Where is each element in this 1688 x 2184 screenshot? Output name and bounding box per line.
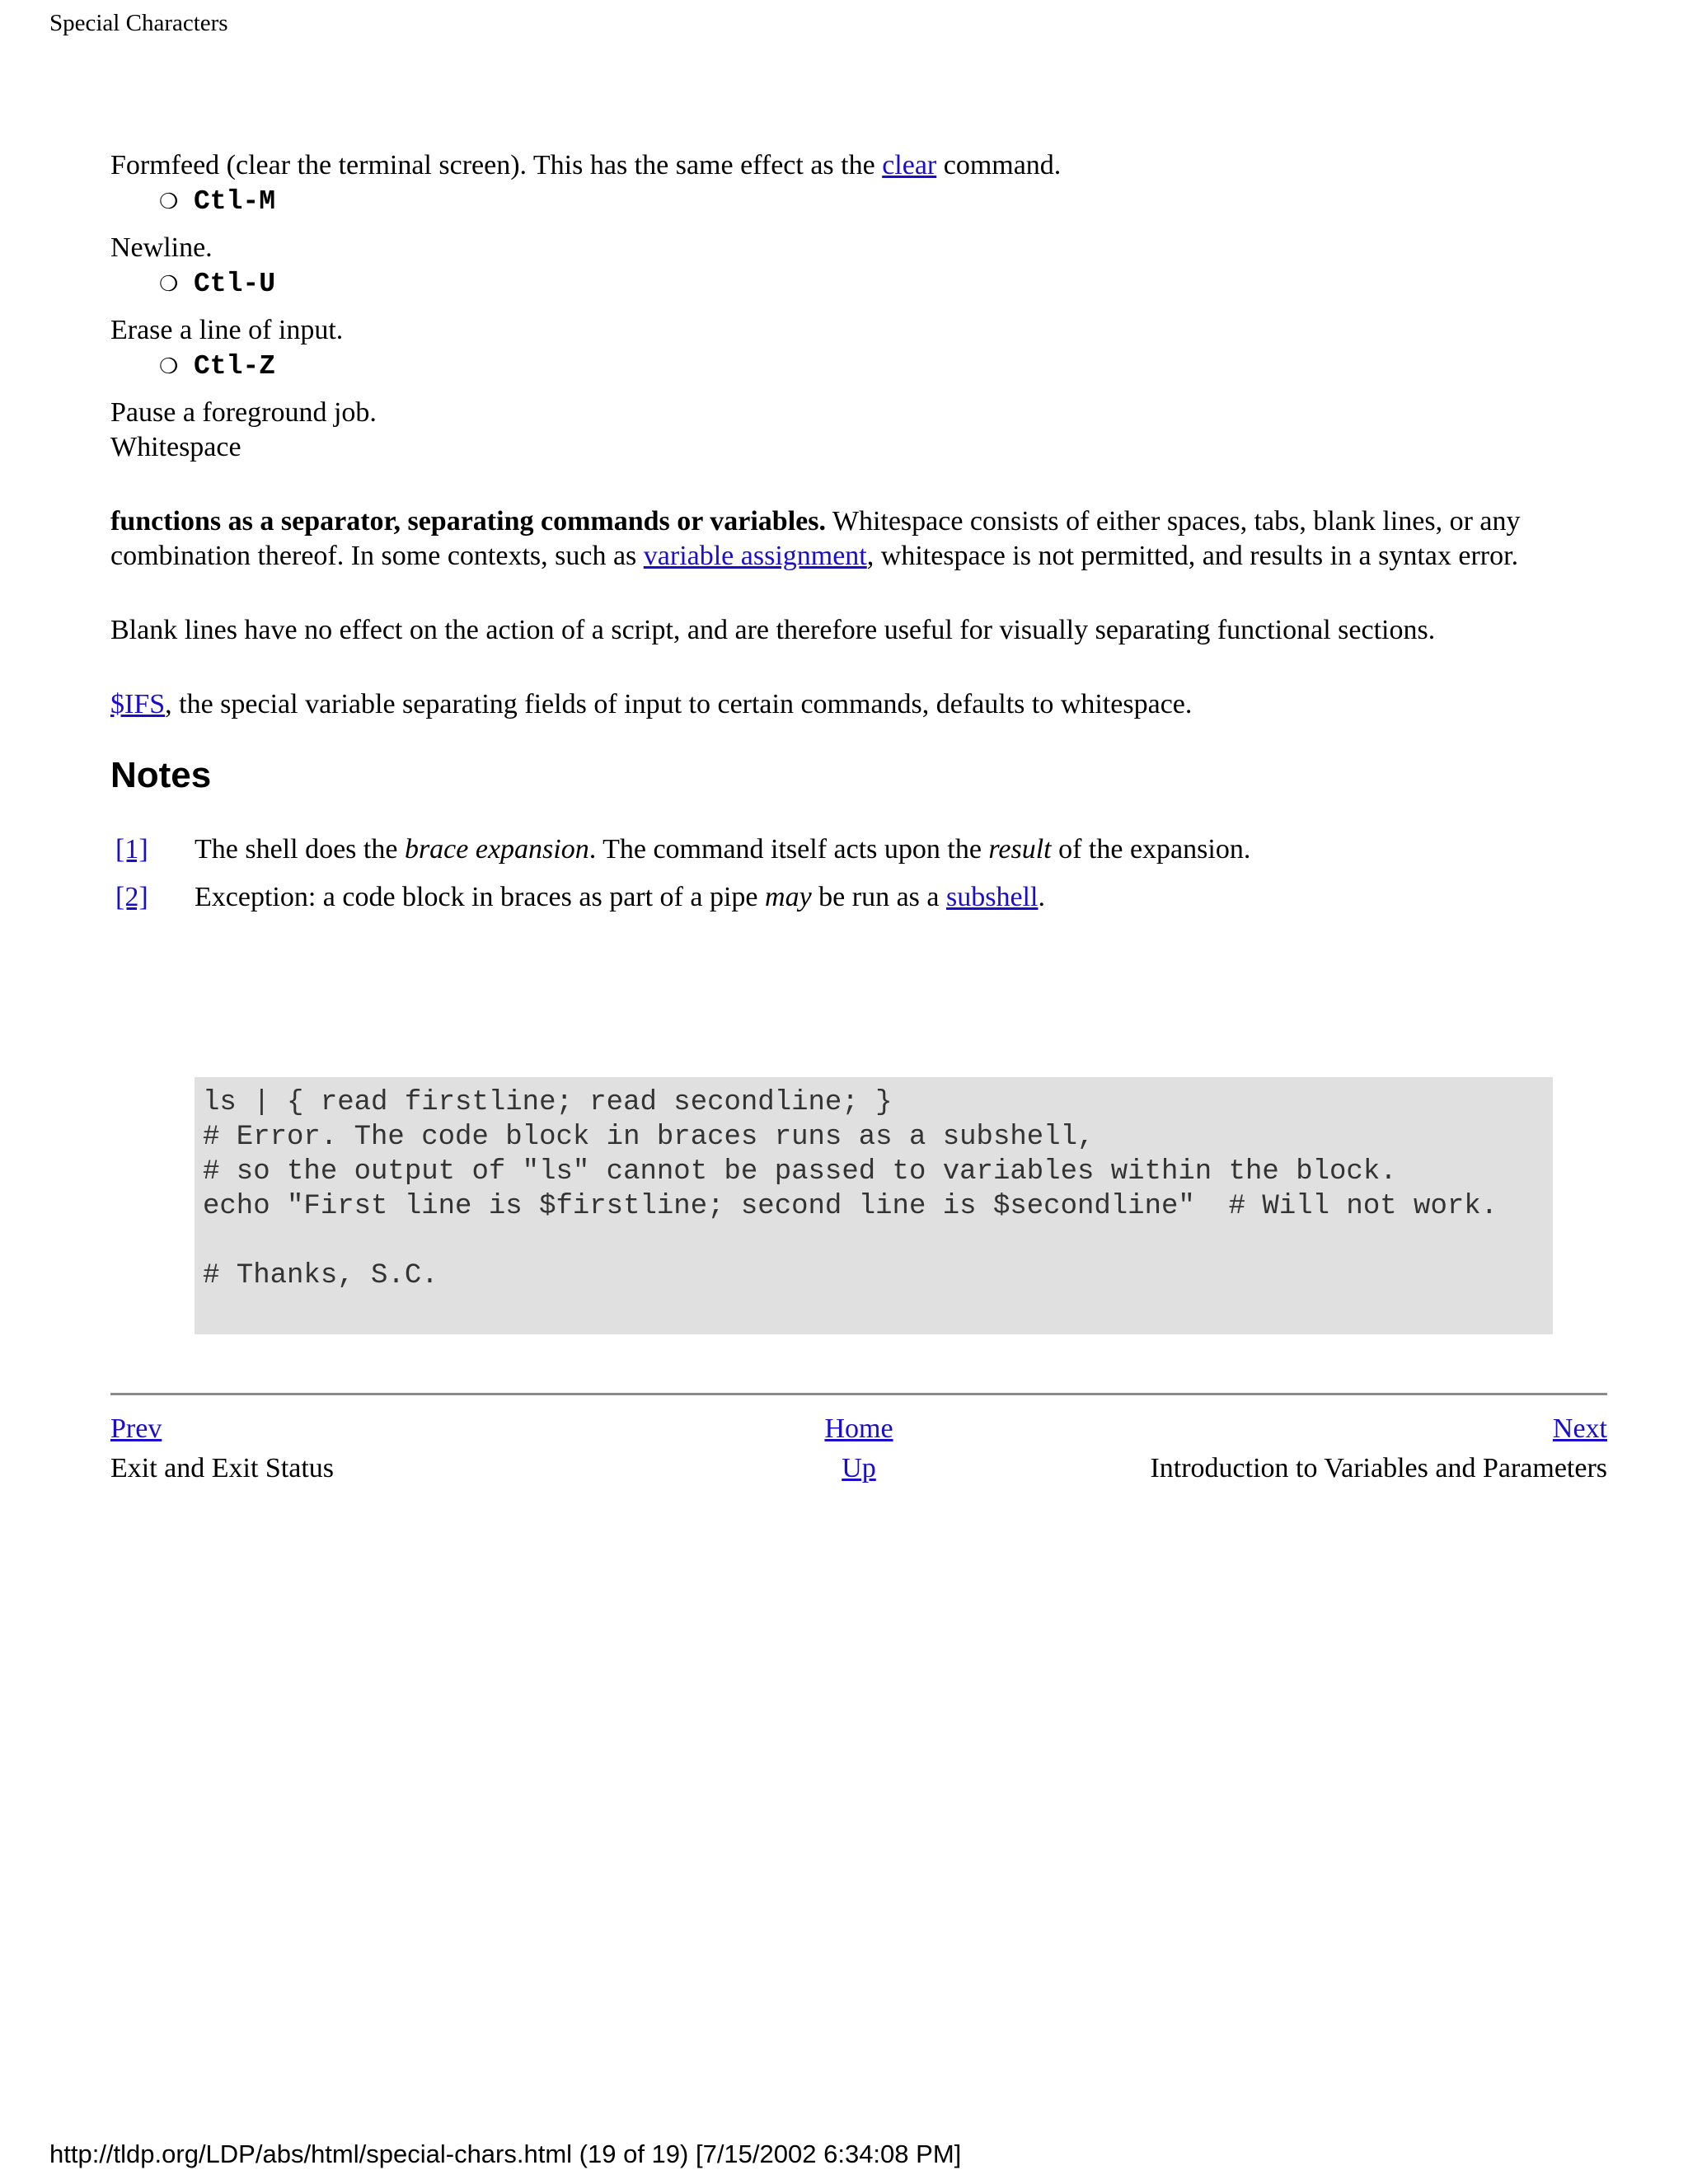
- subshell-link[interactable]: subshell: [946, 882, 1039, 912]
- footnote-2-text: [195, 880, 1045, 915]
- main-content: [110, 148, 1607, 928]
- footnotes: [110, 832, 1607, 928]
- prev-title: Exit and Exit Status: [110, 1453, 335, 1483]
- clear-command-link[interactable]: clear: [882, 150, 937, 180]
- page-header-title: Special Characters: [49, 10, 228, 36]
- whitespace-text-end: , whitespace is not permitted, and results in a syntax error.: [866, 541, 1519, 571]
- footnote-1-text: [195, 832, 1250, 867]
- ctl-u-description: Erase a line of input.: [110, 315, 344, 345]
- bullet-icon: ❍: [159, 354, 179, 378]
- formfeed-text: Formfeed (clear the terminal screen). This has the same effect as the: [110, 150, 883, 180]
- home-link[interactable]: Home: [824, 1413, 893, 1444]
- ctl-m-description: Newline.: [110, 232, 213, 263]
- next-link[interactable]: Next: [1552, 1413, 1607, 1444]
- ctl-z-key: Ctl-Z: [194, 351, 276, 382]
- fn2-text-c: .: [1038, 882, 1045, 912]
- fn1-emphasis-brace: brace expansion: [404, 834, 589, 865]
- navigation-divider: [110, 1393, 1607, 1395]
- ctl-z-description: Pause a foreground job.: [110, 397, 377, 428]
- code-example: ls | { read firstline; read secondline; } # Error. The code block in braces runs as a subshell, # so the output of "ls" cannot be passed to variables within the block. echo "First line is $firstline; second line is $secondline" # Will not work. # Thanks, S.C.: [195, 1077, 1553, 1334]
- whitespace-text: Whitespace consists of either spaces, tabs, blank lines, or any combination thereof. In some contexts, such as: [110, 506, 1521, 571]
- prev-link[interactable]: Prev: [110, 1413, 162, 1444]
- ifs-text: , the special variable separating fields of input to certain commands, defaults to whitespace.: [165, 689, 1193, 719]
- footnote-1-link[interactable]: [1]: [115, 834, 148, 865]
- nav-next-column: [1150, 1409, 1607, 1488]
- fn2-text-b: be run as a: [811, 882, 946, 912]
- fn2-emphasis-may: may: [765, 882, 812, 912]
- fn1-emphasis-result: result: [988, 834, 1052, 865]
- ctl-m-item: [159, 183, 1607, 223]
- whitespace-bold-lead: functions as a separator, separating commands or variables.: [110, 506, 826, 537]
- ctl-z-item: [159, 348, 1607, 387]
- whitespace-paragraph: [110, 504, 1607, 574]
- ifs-link[interactable]: $IFS: [110, 689, 166, 719]
- blank-lines-paragraph: Blank lines have no effect on the action of a script, and are therefore useful for visually separating functional sections.: [110, 615, 1436, 645]
- fn1-text-b: . The command itself acts upon the: [588, 834, 989, 865]
- footnote-2-link[interactable]: [2]: [115, 882, 148, 912]
- ifs-paragraph: [110, 687, 1607, 722]
- notes-heading: Notes: [110, 755, 212, 795]
- ctl-m-key: Ctl-M: [194, 186, 276, 217]
- fn1-text-c: of the expansion.: [1051, 834, 1251, 865]
- up-link[interactable]: Up: [842, 1453, 876, 1483]
- ctl-u-item: [159, 265, 1607, 305]
- fn2-text-a: Exception: a code block in braces as part of a pipe: [195, 882, 766, 912]
- formfeed-description: [110, 148, 1607, 183]
- fn1-text-a: The shell does the: [195, 834, 405, 865]
- formfeed-text-end: command.: [936, 150, 1062, 180]
- variable-assignment-link[interactable]: variable assignment: [643, 541, 867, 571]
- footnote-1: [110, 832, 1607, 880]
- whitespace-term: Whitespace: [110, 432, 241, 462]
- page-footer-url: http://tldp.org/LDP/abs/html/special-chars.html (19 of 19) [7/15/2002 6:34:08 PM]: [49, 2139, 962, 2168]
- next-title: Introduction to Variables and Parameters: [1150, 1453, 1607, 1483]
- bullet-icon: ❍: [159, 272, 179, 296]
- footnote-2: [110, 880, 1607, 928]
- ctl-u-key: Ctl-U: [194, 269, 276, 299]
- bullet-icon: ❍: [159, 190, 179, 213]
